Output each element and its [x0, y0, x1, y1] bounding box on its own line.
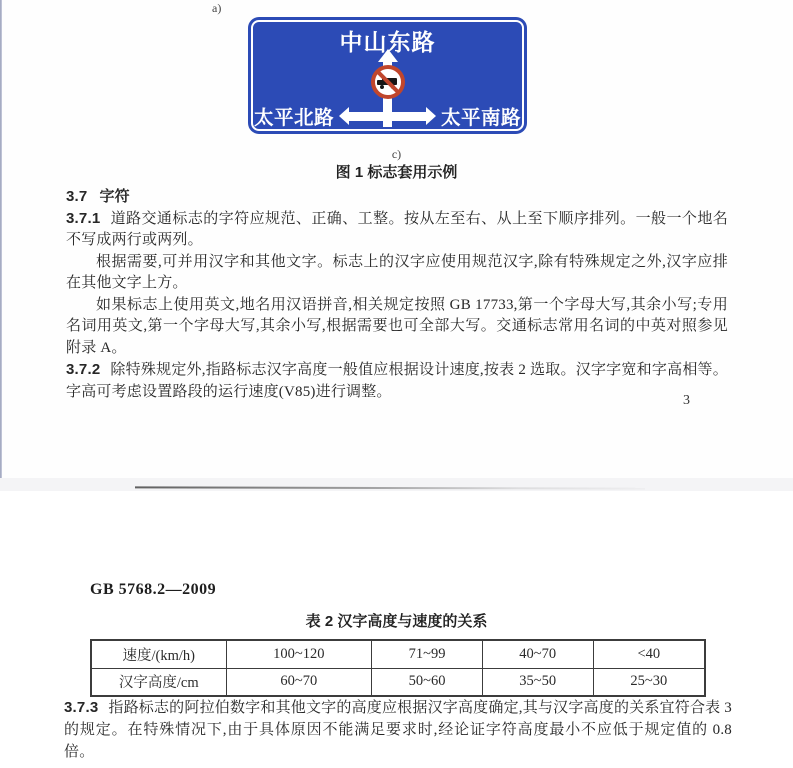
page-number: 3	[683, 393, 690, 408]
page-gap	[0, 478, 793, 491]
paragraph-hanzi-usage	[66, 252, 728, 295]
table-2-speed-height	[90, 639, 706, 697]
table-cell: 71~99	[372, 640, 483, 668]
traffic-sign-figure	[248, 17, 527, 134]
sign-road-name-left: 太平北路	[254, 107, 335, 129]
body-text-page3	[66, 186, 728, 403]
clause-text: 除特殊规定外,指路标志汉字高度一般值应根据设计速度,按表 2 选取。汉字字宽和字高相等。字高可考虑设置路段的运行速度(V85)进行调整。	[66, 362, 728, 400]
section-number: 3.7	[66, 188, 88, 205]
figure-sublabel-c: c)	[391, 147, 402, 161]
table-row	[91, 640, 705, 668]
figure-sublabel-a: a)	[212, 1, 222, 15]
section-heading-3-7	[66, 186, 728, 208]
standard-number-header: GB 5768.2—2009	[90, 581, 217, 598]
table-row	[91, 668, 705, 696]
clause-number: 3.7.2	[66, 361, 101, 378]
paragraph-3-7-3	[64, 697, 732, 763]
table-header-speed: 速度/(km/h)	[91, 640, 226, 668]
clause-text: 指路标志的阿拉伯数字和其他文字的高度应根据汉字高度确定,其与汉字高度的关系宜符合表 3 的规定。在特殊情况下,由于具体原因不能满足要求时,经论证字符高度最小不应低于规定值的 0.8 倍。	[64, 700, 732, 760]
figure-caption: 图 1 标志套用示例	[335, 164, 458, 181]
paragraph-3-7-1	[66, 208, 728, 252]
table-2-title: 表 2 汉字高度与速度的关系	[305, 613, 488, 630]
table-cell: <40	[593, 640, 705, 668]
sign-bottom-row	[254, 101, 521, 131]
sign-road-name-right: 太平南路	[440, 107, 521, 129]
section-title: 字符	[99, 188, 130, 205]
truck-wheel-shape	[380, 85, 384, 89]
table-cell: 100~120	[226, 640, 372, 668]
paragraph-english-usage	[66, 295, 728, 360]
horizontal-road-arrows	[348, 112, 427, 121]
table-cell: 60~70	[226, 668, 372, 696]
table-cell: 40~70	[482, 640, 593, 668]
table-header-char-height: 汉字高度/cm	[91, 668, 226, 696]
clause-text: 根据需要,可并用汉字和其他文字。标志上的汉字应使用规范汉字,除有特殊规定之外,汉字应排在其他文字上方。	[66, 253, 728, 291]
paragraph-3-7-2	[66, 359, 728, 403]
sign-road-name-top: 中山东路	[339, 29, 436, 55]
no-trucks-icon	[371, 65, 405, 99]
table-cell: 25~30	[593, 668, 705, 696]
page-left-edge	[0, 0, 2, 478]
clause-text: 道路交通标志的字符应规范、正确、工整。按从左至右、从上至下顺序排列。一般一个地名不写成两行或两列。	[66, 210, 728, 248]
clause-text: 如果标志上使用英文,地名用汉语拼音,相关规定按照 GB 17733,第一个字母大写,其余小写;专用名词用英文,第一个字母大写,其余小写,根据需要也可全部大写。交通标志常用名词的中英对照参见附录 A。	[66, 296, 728, 356]
table-cell: 50~60	[372, 668, 483, 696]
clause-number: 3.7.1	[66, 209, 101, 227]
clause-number: 3.7.3	[64, 699, 99, 716]
table-cell: 35~50	[482, 668, 593, 696]
